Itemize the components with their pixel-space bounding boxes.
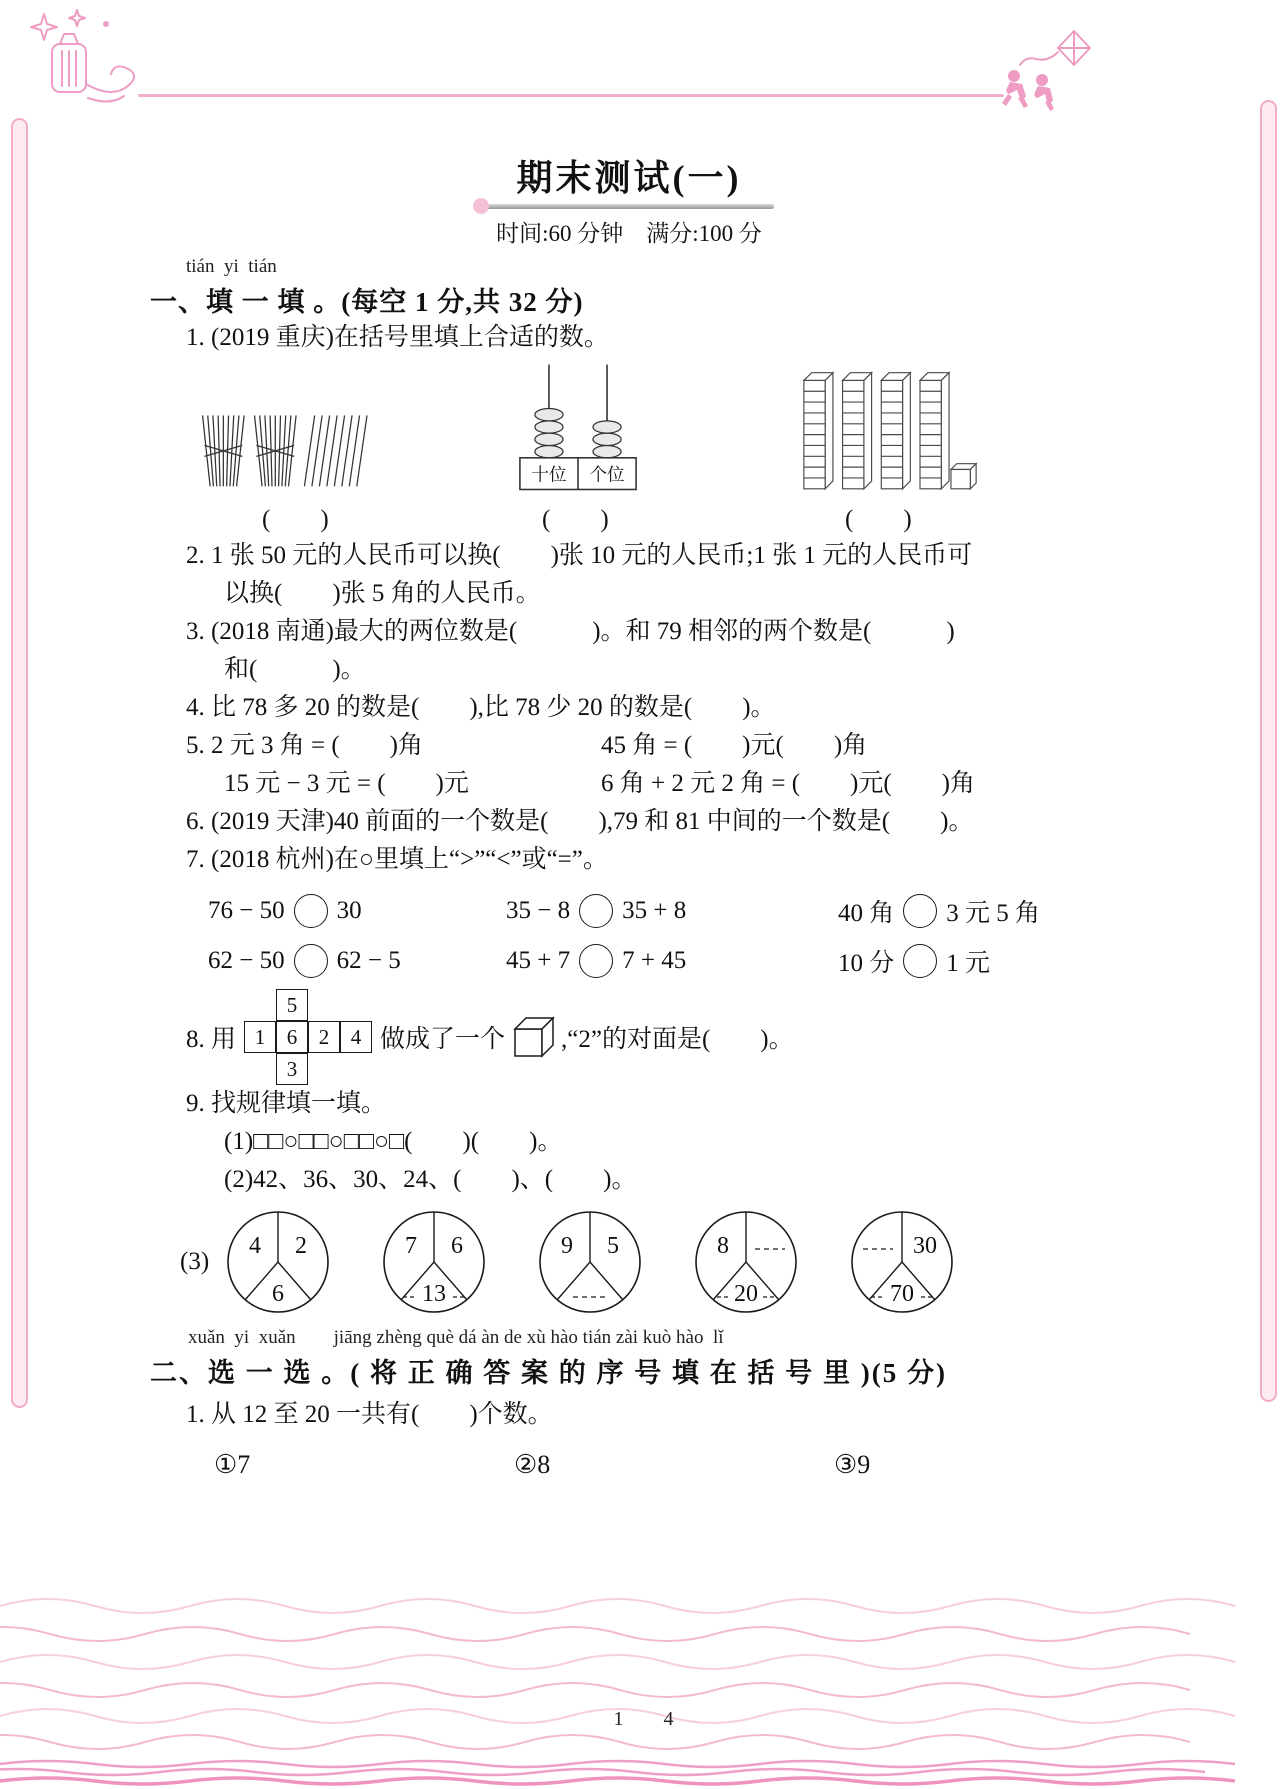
compare-circle [579,944,613,978]
question-5-part-d: 6 角 + 2 元 2 角 = ( )元( )角 [601,770,975,797]
comparison-item [506,893,838,929]
compare-right: 35 + 8 [622,897,687,924]
compare-circle [903,944,937,978]
option-2: ②8 [514,1450,551,1479]
question-5-part-b: 45 角 = ( )元( )角 [601,732,868,759]
compare-left: 45 + 7 [506,947,571,974]
footer-waves [0,1584,1287,1789]
children-kite-icon [998,28,1098,113]
compare-circle [579,894,613,928]
net-cell: 1 [244,1021,276,1053]
net-cell: 6 [276,1021,308,1053]
question-3-line-2: 和( )。 [224,656,366,683]
comparison-row-2 [150,943,1108,979]
question-9-text: 9. 找规律填一填。 [186,1090,387,1117]
circle-top-right-value: 5 [607,1233,620,1259]
exam-content [150,150,1108,1480]
circle-top-right-value: 30 [913,1233,938,1259]
page-numbers [0,1708,1287,1731]
number-circle-figure [849,1209,955,1315]
comparison-item [208,893,506,929]
circle-top-left-value: 8 [717,1233,730,1259]
comparison-item [208,943,506,979]
question-5-line-1 [150,727,1108,765]
answer-blank: ( ) [542,506,609,533]
section-one-heading: 一、填 一 填 。(每空 1 分,共 32 分) [150,287,584,317]
abacus-figure [512,361,644,493]
question-9-sub-3-label: (3) [180,1248,210,1275]
title-underline [484,204,774,209]
compare-right: 1 元 [946,950,991,977]
question-3-line-1: 3. (2018 南通)最大的两位数是( )。和 79 相邻的两个数是( ) [186,618,955,645]
compare-circle [294,894,328,928]
circle-top-right-value: 6 [451,1233,464,1259]
question-4: 4. 比 78 多 20 的数是( ),比 78 少 20 的数是( )。 [186,694,776,721]
comparison-item [838,893,1108,929]
net-cell-bottom: 3 [276,1053,308,1085]
cube-net-figure [244,989,372,1085]
question-2-line-2: 以换( )张 5 角的人民币。 [224,580,541,607]
section-one-pinyin: tián yi tián [186,256,277,277]
title-dot [473,198,489,214]
question-1-answer-blanks [150,495,1108,537]
circle-top-left-value: 9 [561,1233,574,1259]
circle-top-left-value: 4 [249,1233,262,1259]
section-two-pinyin: xuǎn yi xuǎn jiāng zhèng què dá àn de xù hào tián zài kuò hào lǐ [188,1327,724,1348]
question-8 [150,989,1108,1085]
question-8-prefix: 8. 用 [186,1026,237,1053]
question-2-line-1: 2. 1 张 50 元的人民币可以换( )张 10 元的人民币;1 张 1 元的人民币可 [186,542,973,569]
question-5-part-c: 15 元 − 3 元 = ( )元 [224,770,469,797]
circle-bottom-value: 70 [890,1281,915,1307]
header-rule [138,94,1004,97]
compare-left: 35 − 8 [506,897,571,924]
section-two-question-1: 1. 从 12 至 20 一共有( )个数。 [186,1401,553,1428]
compare-right: 62 − 5 [336,947,401,974]
options-row [150,1450,1108,1480]
abacus-tens-label: 十位 [531,464,567,485]
abacus-ones-label: 个位 [589,464,625,485]
page-number-left: 1 [613,1708,624,1730]
compare-right: 3 元 5 角 [946,900,1041,927]
section-two-heading: 二、选 一 选 。( 将 正 确 答 案 的 序 号 填 在 括 号 里 )(5 分) [150,1358,947,1388]
compare-left: 76 − 50 [208,897,285,924]
compare-right: 7 + 45 [622,947,687,974]
left-border-decoration [11,118,28,1408]
unit-cube [951,464,976,489]
question-1-figures [150,361,1108,495]
footer-decoration [0,1584,1287,1789]
compare-circle [903,894,937,928]
comparison-item [506,943,838,979]
compare-circle [294,944,328,978]
answer-blank: ( ) [262,506,329,533]
page-number-right: 4 [663,1708,674,1730]
option-1: ①7 [214,1450,251,1479]
sticks-figure [195,409,380,492]
circle-bottom-value: 20 [734,1281,759,1307]
question-1-text: 1. (2019 重庆)在括号里填上合适的数。 [186,324,609,351]
question-8-suffix: ,“2”的对面是( )。 [561,1026,794,1053]
page-title: 期末测试(一) [516,158,742,198]
circle-top-right-value: 2 [295,1233,308,1259]
compare-left: 10 分 [838,950,895,977]
question-7-text: 7. (2018 杭州)在○里填上“>”“<”或“=”。 [186,846,608,873]
question-9-sub-1: (1)□□○□□○□□○□( )( )。 [224,1128,563,1155]
net-cell-top: 5 [276,989,308,1021]
question-9-sub-3 [150,1209,1108,1315]
number-circle-figure [225,1209,331,1315]
option-3: ③9 [834,1450,871,1479]
comparison-item [838,943,1108,979]
base-ten-blocks-figure [800,363,980,491]
question-8-middle: 做成了一个 [380,1026,506,1053]
net-cell: 4 [340,1021,372,1053]
number-circle-figure [537,1209,643,1315]
exam-info: 时间:60 分钟 满分:100 分 [496,221,762,246]
compare-left: 62 − 50 [208,947,285,974]
comparison-row-1 [150,893,1108,929]
question-5-part-a: 5. 2 元 3 角 = ( )角 [186,732,423,759]
circle-top-left-value: 7 [405,1233,418,1259]
ornament-lamp-icon [22,6,140,106]
circle-bottom-value: 13 [422,1281,447,1307]
number-circle-figure [693,1209,799,1315]
question-9-sub-2: (2)42、36、30、24、( )、( )。 [224,1166,637,1193]
question-6: 6. (2019 天津)40 前面的一个数是( ),79 和 81 中间的一个数是( )。 [186,808,974,835]
circle-bottom-value: 6 [272,1281,285,1307]
number-circle-figure [381,1209,487,1315]
compare-left: 40 角 [838,900,895,927]
right-border-decoration [1260,100,1277,1402]
compare-right: 30 [336,897,362,924]
net-cell: 2 [308,1021,340,1053]
question-5-line-2 [150,765,1108,803]
cube-icon [511,1014,555,1060]
answer-blank: ( ) [845,506,912,533]
